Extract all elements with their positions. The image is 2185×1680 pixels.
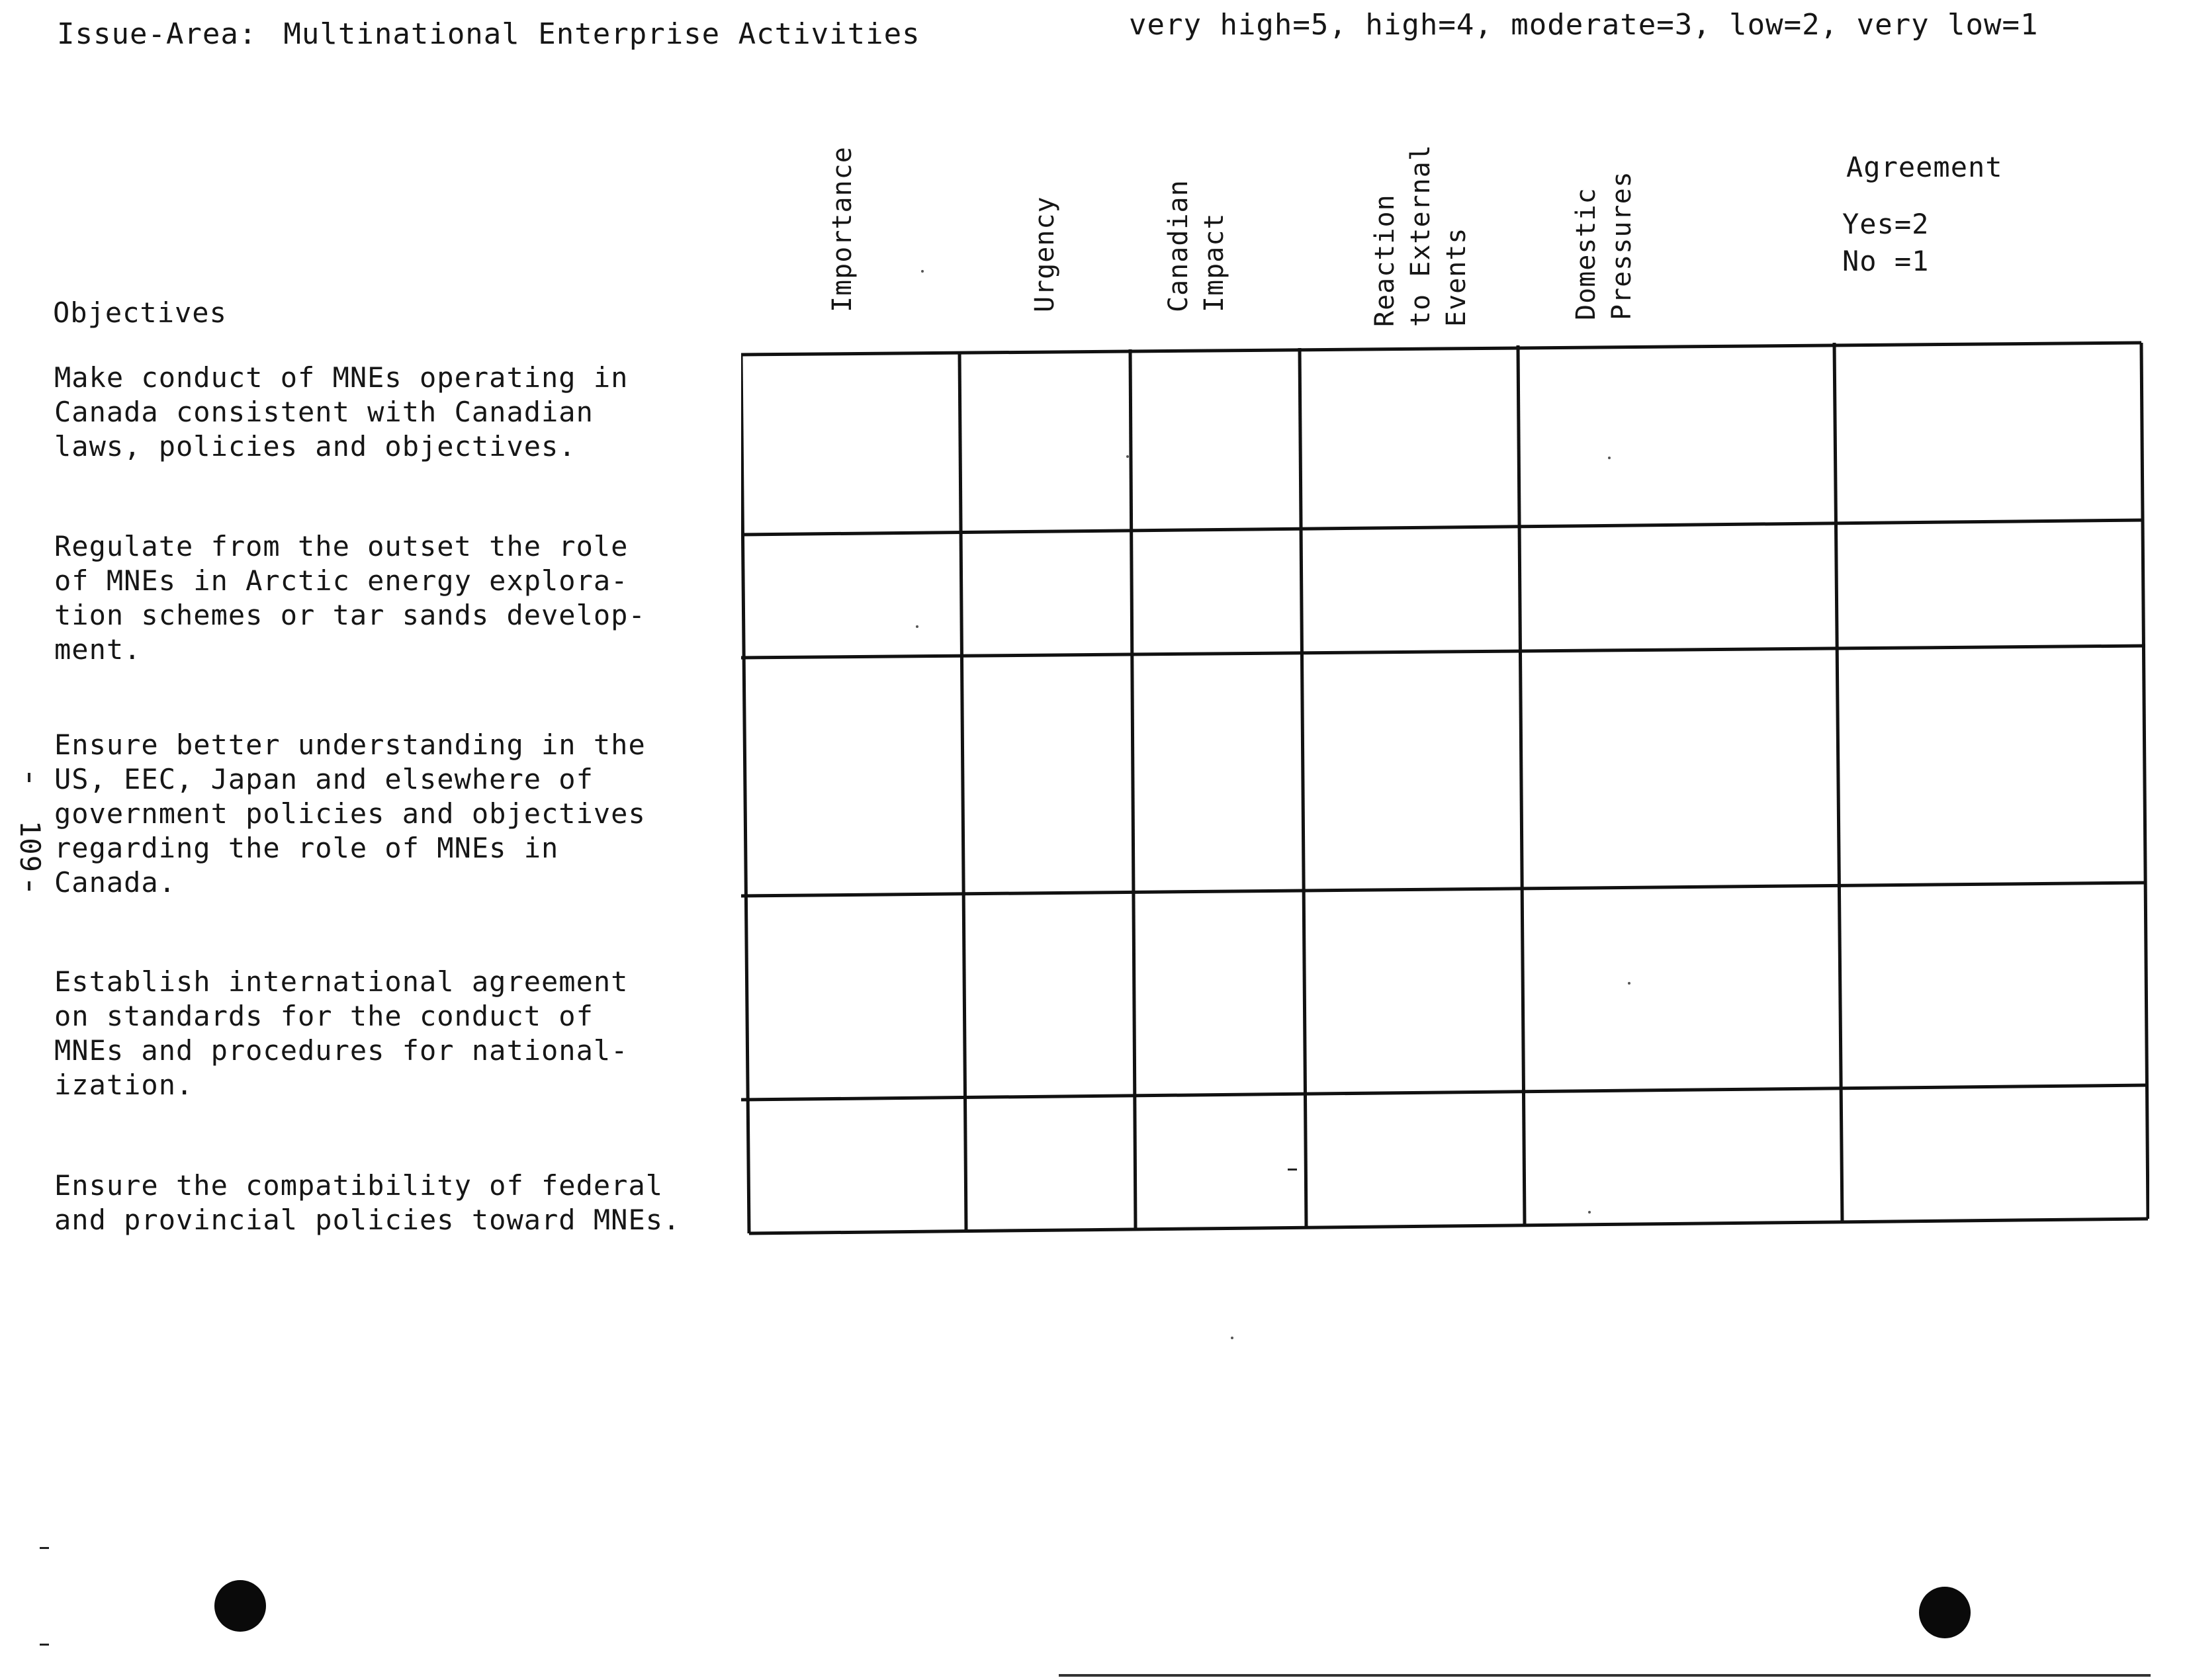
scan-mark [1288,1169,1297,1171]
column-header-canadian-impact: Canadian Impact [1163,179,1229,312]
objective-2: Regulate from the outset the role of MNEs in Arctic energy explora- tion schemes or tar sands develop- ment. [54,530,646,666]
grid-line-col-3 [1300,348,1306,1228]
scan-speck [1588,1211,1591,1214]
grid-line-row-4 [741,1085,2148,1100]
agreement-yes-value: Yes=2 [1842,208,1930,240]
scan-speck [921,270,924,273]
issue-area [57,17,920,51]
bottom-edge-rule [1059,1674,2151,1677]
objective-1: Make conduct of MNEs operating in Canada consistent with Canadian laws, policies and objectives. [54,361,629,463]
binder-hole-left [214,1580,266,1632]
grid-line-row-1 [741,520,2144,535]
scan-speck [1628,982,1630,985]
column-header-importance: Importance [827,146,858,312]
scan-speck [916,625,918,628]
column-header-domestic-pressures: Domestic Pressures [1571,171,1637,320]
margin-tick [28,881,30,891]
binder-hole-right [1919,1587,1971,1638]
grid-line-row-2 [741,646,2145,658]
objectives-heading: Objectives [53,296,227,329]
column-header-agreement: Agreement [1846,151,2003,183]
scan-mark [40,1547,49,1549]
scan-speck [1608,457,1611,459]
issue-area-value: Multinational Enterprise Activities [283,17,920,51]
rating-grid [741,336,2149,1236]
grid-line-col-5 [1834,343,1842,1223]
grid-line-col-2 [1130,349,1136,1229]
rating-scale-legend: very high=5, high=4, moderate=3, low=2, very low=1 [1129,8,2039,42]
objective-5: Ensure the compatibility of federal and provincial policies toward MNEs. [54,1169,681,1236]
column-header-urgency: Urgency [1030,196,1060,312]
grid-line-top [741,343,2141,355]
page-number: 109 [14,820,46,873]
issue-area-label: Issue-Area: [57,17,257,51]
scan-speck [1126,455,1129,458]
grid-line-col-0 [741,355,749,1233]
grid-line-row-3 [741,883,2147,896]
scan-mark [40,1644,49,1646]
column-header-reaction-to-external-events: Reaction to External Events [1370,144,1472,327]
agreement-no-value: No =1 [1842,245,1930,277]
objective-4: Establish international agreement on standards for the conduct of MNEs and procedures for national- ization. [54,965,629,1101]
objective-3: Ensure better understanding in the US, EEC, Japan and elsewhere of government policies and objectives regarding the role of MNEs in Canada. [54,729,646,899]
grid-line-bottom [749,1219,2148,1233]
margin-tick [28,773,30,782]
grid-line-col-4 [1518,345,1525,1225]
scan-speck [1231,1337,1233,1339]
grid-line-col-6 [2141,343,2148,1219]
